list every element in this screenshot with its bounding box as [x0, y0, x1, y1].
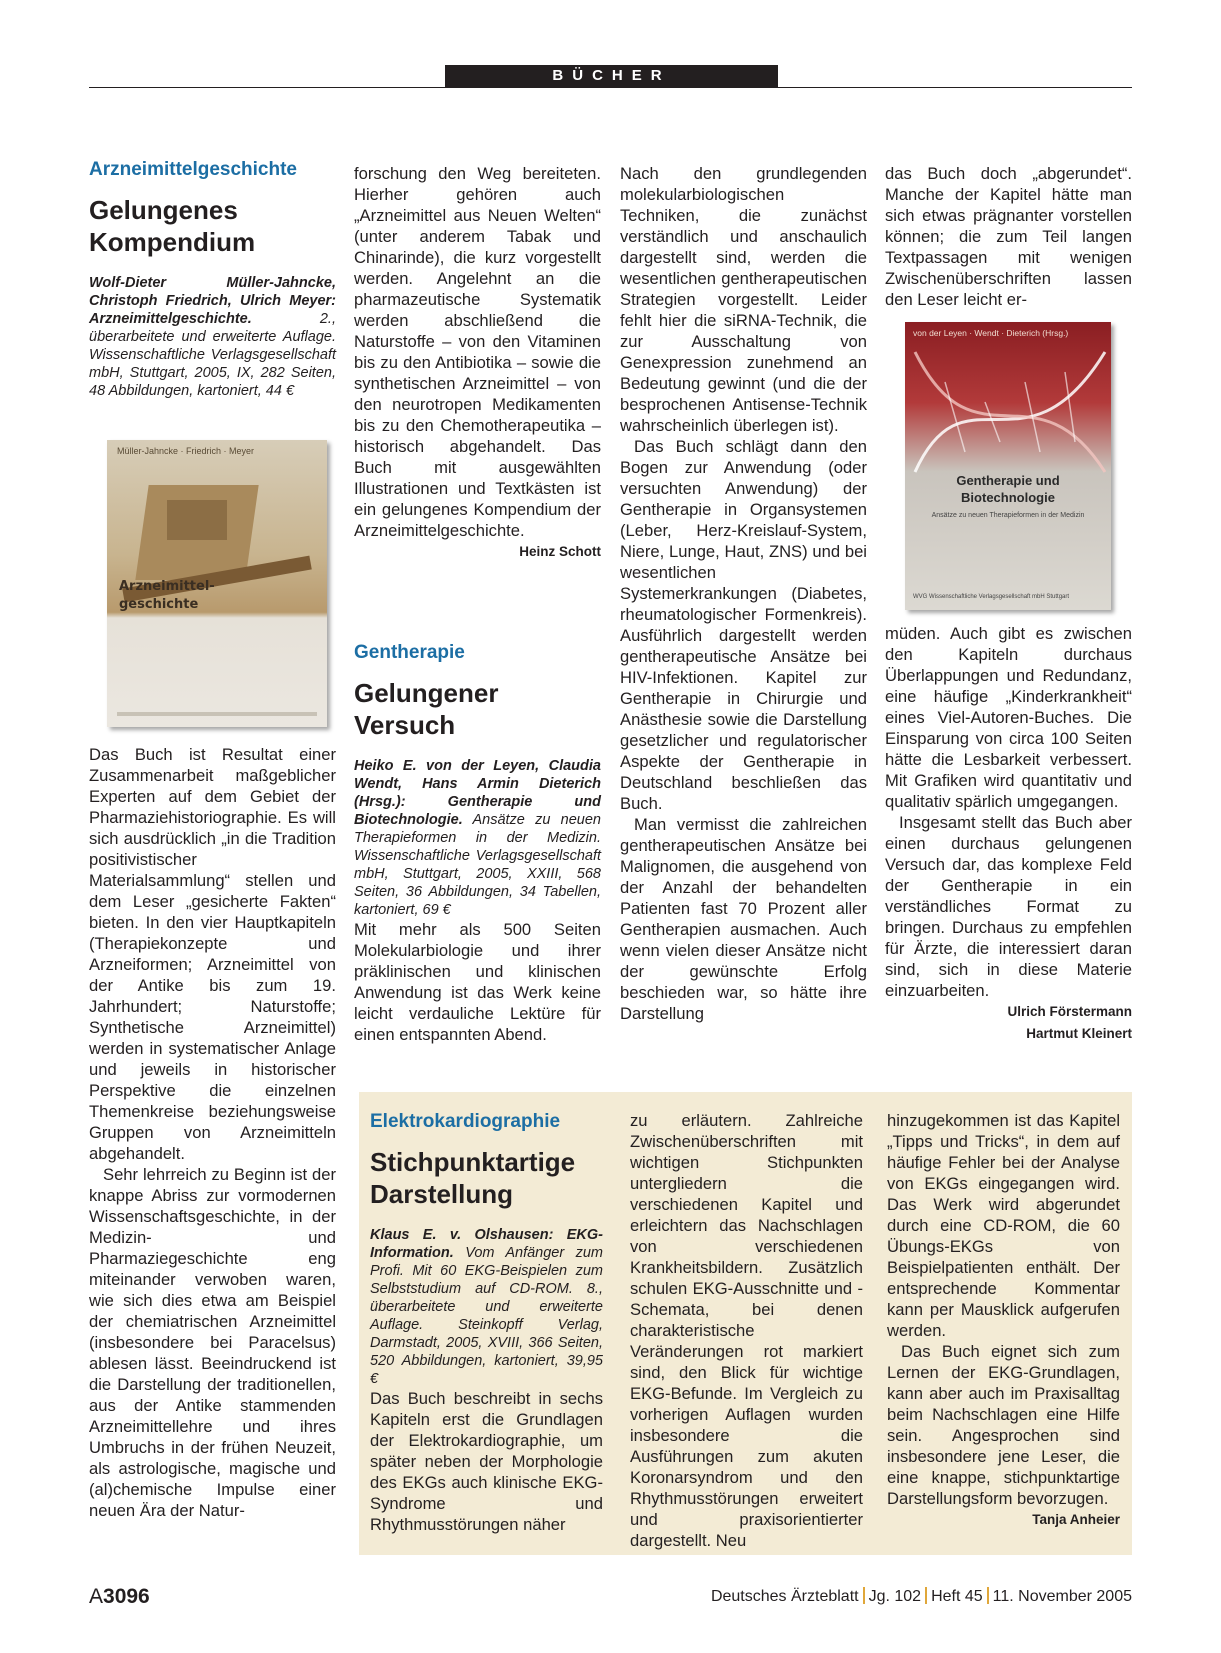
- article-elektrokardiographie-col2: [630, 1110, 863, 1551]
- bibliography-author-title: Heiko E. von der Leyen, Claudia Wendt, Hans Armin Dieterich (Hrsg.): Gentherapie und Biotechnologie.: [354, 758, 601, 828]
- paragraph: Mit mehr als 500 Seiten Molekularbiologie und ihrer präklinischen und klinischen Anwendung ist das Werk keine leicht verdauliche Lektüre für einen entspannten Abend.: [354, 920, 601, 1044]
- kicker: Elektrokardiographie: [370, 1111, 561, 1132]
- article-elektrokardiographie-col1: [370, 1110, 603, 1535]
- paragraph-text: forschung den Weg bereiteten. Hierher gehören auch „Arzneimittel aus Neuen Welten“ (unter anderem Tabak und Chinarinde), die kurz vorgestellt werden. Angelehnt an die pharmazeutische Systematik werden abschließend die Naturstoffe – von den Vitaminen bis zu den Antibiotika – sowie die synthetischen Arzneimittel – von den neurotropen Medikamenten bis zu den Chemotherapeutika – historisch abgehandelt. Das Buch mit ausgewählten Illustrationen und Textkästen ist ein gelungenes Kompendium der Arzneimittelgeschichte.: [354, 164, 601, 540]
- paragraph: das Buch doch „abgerundet“. Manche der Kapitel hätte man sich etwas prägnanter vorstellen können; die zum Teil langen Textpassagen mit wenigen Zwischenüberschriften lassen den Leser leicht er-: [885, 164, 1132, 309]
- cover-title-line: Biotechnologie: [961, 490, 1055, 505]
- paragraph: [354, 163, 601, 559]
- author-signature: Hartmut Kleinert: [1026, 1026, 1132, 1041]
- headline-line: Versuch: [354, 710, 456, 740]
- headline: [89, 194, 336, 258]
- paragraph-text: Das Buch eignet sich zum Lernen der EKG-Grundlagen, kann aber auch im Praxisalltag beim Nachschlagen eine Hilfe sein. Angesprochen sind insbesondere jene Leser, die eine knappe, stichpunktartige Darstellungsform bevorzugen.: [887, 1342, 1120, 1508]
- bibliography: [370, 1226, 603, 1388]
- book-cover-gentherapie: [905, 322, 1111, 610]
- headline-line: Darstellung: [370, 1179, 514, 1209]
- page-number-value: 3096: [103, 1585, 150, 1608]
- header-rule: [89, 87, 1132, 88]
- paragraph: Sehr lehrreich zu Beginn ist der knappe Abriss zur vormodernen Wissenschaftsgeschichte, in der Medizin- und Pharmaziegeschichte eng miteinander verwoben waren, wie sich dies etwa am Beispiel der chemiatrischen Arzneimittel (insbesondere bei Paracelsus) ablesen lässt. Beeindruckend ist die Darstellung der traditionellen, aus der Antike stammenden Arzneimittellehre und ihres Umbruchs in der frühen Neuzeit, als astrologische, magische und (al)chemische Impulse einer neuen Ära der Natur-: [89, 1165, 336, 1520]
- author-signature: Heinz Schott: [519, 544, 601, 559]
- cover-title-line: geschichte: [119, 597, 199, 612]
- cover-title: [915, 472, 1101, 506]
- page-number: [89, 1585, 150, 1609]
- paragraph: Nach den grundlegenden molekularbiologischen Techniken, die zunächst verständlich und anschaulich dargestellt sind, werden die wesentlichen gentherapeutischen Strategien vorgestellt. Leider fehlt hier die siRNA-Technik, die zur Ausschaltung von Genexpression zunehmend an Bedeutung gewinnt (und die der besprochenen Antisense-Technik wahrscheinlich überlegen ist).: [620, 164, 867, 435]
- journal-footer: [711, 1587, 1132, 1606]
- paragraph: Man vermisst die zahlreichen gentherapeutischen Ansätze bei Malignomen, die ausgehend von der Anzahl der behandelten Patienten fast 70 Prozent aller Gentherapien ausmachen. Auch wenn vielen dieser Ansätze nicht der gewünschte Erfolg beschieden war, so hätte ihre Darstellung: [620, 815, 867, 1023]
- bibliography: [354, 757, 601, 919]
- bibliography-details: Ansätze zu neuen Therapieformen in der Medizin. Wissenschaftliche Verlagsgesellschaft mbH, Stuttgart, 2005, XXIII, 568 Seiten, 36 Abbildungen, 34 Tabellen, kartoniert, 69 €: [354, 812, 601, 918]
- cover-publisher: WVG Wissenschaftliche Verlagsgesellschaft mbH Stuttgart: [913, 594, 1070, 600]
- bibliography-author-title: Wolf-Dieter Müller-Jahncke, Christoph Friedrich, Ulrich Meyer: Arzneimittelgeschichte.: [89, 275, 336, 327]
- kicker: Arzneimittelgeschichte: [89, 159, 297, 180]
- footer-separator: [987, 1587, 989, 1604]
- bibliography-author-title: Klaus E. v. Olshausen: EKG-Information.: [370, 1227, 603, 1261]
- bibliography-details: Vom Anfänger zum Profi. Mit 60 EKG-Beispielen zum Selbststudium auf CD-ROM. 8., überarbeitete und erweiterte Auflage. Steinkopff Verlag, Darmstadt, 2005, XVIII, 366 Seiten, 520 Abbildungen, kartoniert, 39,95 €: [370, 1245, 603, 1387]
- journal-date: 11. November 2005: [992, 1588, 1132, 1605]
- article-arzneimittelgeschichte-intro: [89, 158, 336, 400]
- cover-title-line: Arzneimittel-: [119, 579, 215, 594]
- article-arzneimittelgeschichte-col2: [354, 163, 601, 562]
- article-arzneimittelgeschichte-col1: [89, 744, 336, 1521]
- cover-authors: Müller-Jahncke · Friedrich · Meyer: [117, 446, 255, 456]
- kicker: Gentherapie: [354, 642, 465, 663]
- article-gentherapie-intro: [354, 641, 601, 1045]
- book-cover-arzneimittelgeschichte: [107, 440, 327, 727]
- cover-title-line: Gentherapie und: [956, 473, 1060, 488]
- journal-name: Deutsches Ärzteblatt: [710, 1588, 859, 1605]
- bibliography: [89, 274, 336, 400]
- author-signature: Tanja Anheier: [1032, 1512, 1120, 1527]
- article-elektrokardiographie-col3: [887, 1110, 1120, 1530]
- cover-publisher-strip: [117, 712, 317, 716]
- journal-issue: Heft 45: [931, 1588, 983, 1605]
- bibliography-details: 2., überarbeitete und erweiterte Auflage. Wissenschaftliche Verlagsgesellschaft mbH, Stuttgart, 2005, IX, 282 Seiten, 48 Abbildungen, kartoniert, 44 €: [89, 311, 336, 399]
- headline: [370, 1146, 603, 1210]
- headline-line: Gelungenes: [89, 195, 238, 225]
- paragraph: hinzugekommen ist das Kapitel „Tipps und Tricks“, in dem auf häufige Fehler bei der Analyse von EKGs eingegangen wird. Das Werk wird abgerundet durch eine CD-ROM, die 60 Übungs-EKGs von Beispielpatienten enthält. Der entsprechende Kommentar kann per Mausklick aufgerufen werden.: [887, 1111, 1120, 1340]
- paragraph: zu erläutern. Zahlreiche Zwischenüberschriften mit wichtigen Stichpunkten untergliedern die verschiedenen Kapitel und erleichtern das Nachschlagen von verschiedenen Krankheitsbildern. Zusätzlich schulen EKG-Ausschnitte und -Schemata, bei denen charakteristische Veränderungen rot markiert sind, den Blick für wichtige EKG-Befunde. Im Vergleich zu vorherigen Auflagen wurden insbesondere die Ausführungen zum akuten Koronarsyndrom und den Rhythmusstörungen erweitert und praxisorientierter dargestellt. Neu: [630, 1111, 863, 1550]
- headline-line: Stichpunktartige: [370, 1147, 576, 1177]
- cover-title: [119, 578, 319, 614]
- cover-editors: von der Leyen · Wendt · Dieterich (Hrsg.): [913, 328, 1069, 338]
- footer-separator: [925, 1587, 927, 1604]
- cover-box-shadow: [167, 500, 227, 540]
- paragraph: Insgesamt stellt das Buch aber einen durchaus gelungenen Versuch dar, das komplexe Feld der Gentherapie in ein verständliches Format zu bringen. Durchaus zu empfehlen für Ärzte, die interessiert daran sind, sich in diese Materie einzuarbeiten.: [885, 813, 1132, 1000]
- paragraph: Das Buch schlägt dann den Bogen zur Anwendung (oder versuchten Anwendung) der Gentherapie in Organsystemen (Leber, Herz-Kreislauf-System, Niere, Lunge, Haut, ZNS) und bei wesentlichen Systemerkrankungen (Diabetes, rheumatologischer Formenkreis). Ausführlich dargestellt werden gentherapeutische Ansätze bei HIV-Infektionen. Kapitel zur Gentherapie in Chirurgie und Anästhesie sowie die Darstellung gesetzlicher und regulatorischer Aspekte der Gentherapie in Deutschland beschließen das Buch.: [620, 437, 867, 813]
- section-header: BÜCHER: [445, 65, 778, 87]
- paragraph: [887, 1341, 1120, 1527]
- paragraph: müden. Auch gibt es zwischen den Kapiteln durchaus Überlappungen und Redundanz, eine häufige „Kinderkrankheit“ eines Viel-Autoren-Buches. Die Einsparung von circa 100 Seiten hätte die Lesbarkeit verbessert. Mit Grafiken wird quantitativ und qualitativ spärlich umgegangen.: [885, 624, 1132, 811]
- article-gentherapie-col3: [620, 163, 867, 1024]
- journal-volume: Jg. 102: [868, 1588, 922, 1605]
- paragraph: Das Buch beschreibt in sechs Kapiteln erst die Grundlagen der Elektrokardiographie, um später neben der Morphologie des EKGs auch klinische EKG-Syndrome und Rhythmusstörungen näher: [370, 1389, 603, 1534]
- headline: [354, 677, 601, 741]
- article-gentherapie-col4-bottom: [885, 623, 1132, 1045]
- author-signature: Ulrich Förstermann: [1007, 1004, 1132, 1019]
- paragraph: Das Buch ist Resultat einer Zusammenarbeit maßgeblicher Experten auf dem Gebiet der Pharmaziehistoriographie. Es will sich ausdrücklich „in die Tradition positivistischer Materialsammlung“ stellen und dem Leser „gesicherte Fakten“ bieten. In den vier Hauptkapiteln (Therapiekonzepte und Arzneiformen; Arzneimittel von der Antike bis zum 19. Jahrhundert; Naturstoffe; Synthetische Arzneimittel) werden in systematischer Anlage und jeweils in historischer Perspektive die einzelnen Themenkreise beziehungsweise Gruppen von Arzneimitteln abgehandelt.: [89, 745, 336, 1163]
- article-gentherapie-col4-top: [885, 163, 1132, 310]
- dna-helix-illustration: [905, 342, 1111, 482]
- footer-separator: [863, 1587, 865, 1604]
- cover-subtitle: Ansätze zu neuen Therapieformen in der Medizin: [931, 512, 1085, 519]
- headline-line: Kompendium: [89, 227, 256, 257]
- page-number-prefix: A: [89, 1585, 104, 1608]
- headline-line: Gelungener: [354, 678, 499, 708]
